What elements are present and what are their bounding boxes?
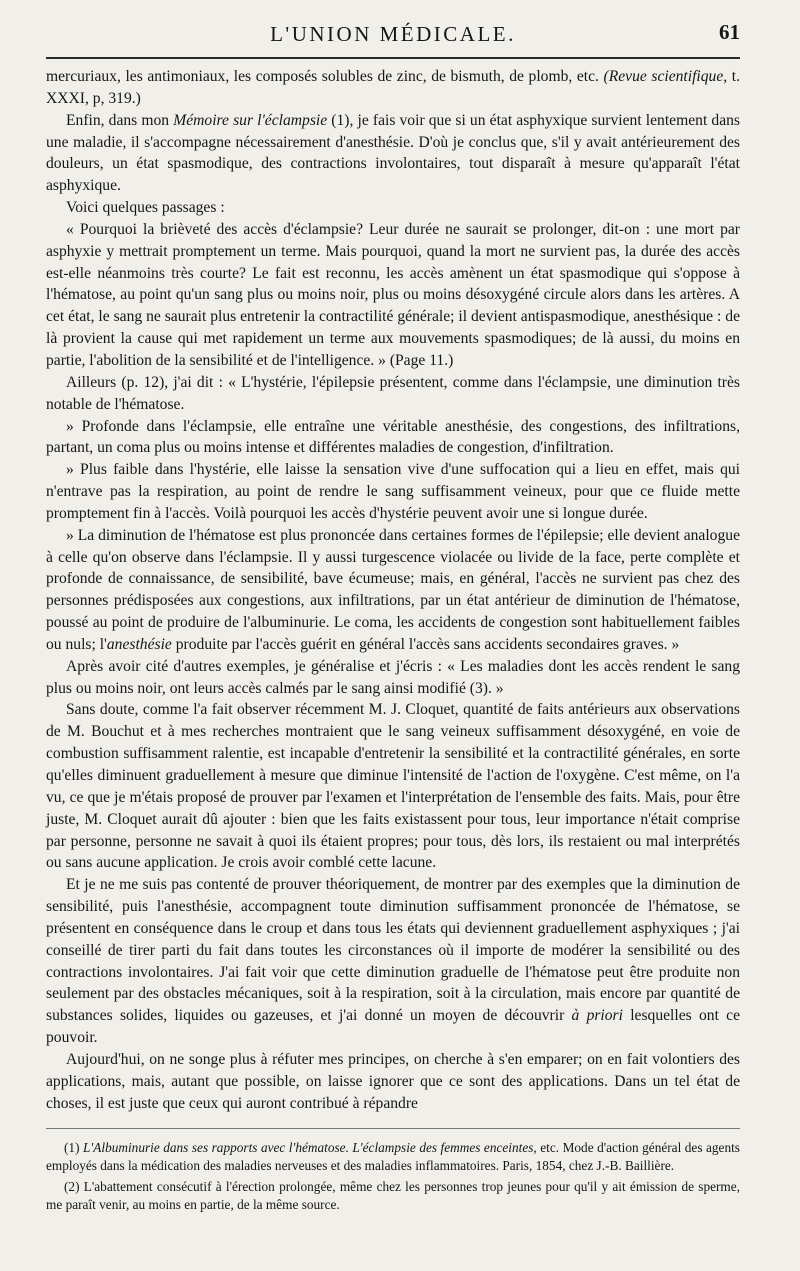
header-rule [46, 57, 740, 59]
quote-paragraph: « Pourquoi la brièveté des accès d'éclampsie? Leur durée ne saurait se prolonger, dit-on : une mort par asphyxie y mettrait promptement un terme. Mais pourquoi, quand la mort ne survient pas, la durée des accès est-elle néanmoins très courte? Le fait est reconnu, les accès amènent un état spasmodique qui s'oppose à l'hématose, au point qu'un sang plus ou moins noir, plus ou moins désoxygéné circule alors dans les artères. A cet état, le sang ne saurait plus entretenir la contractilité générale; il devient antispasmodique, anesthésique : de là provient la cause qui met rapidement un terme aux mouvements spasmodiques; de là aussi, du moins en partie, l'abolition de la sensibilité et de l'intelligence. » (Page 11.) [46, 220, 740, 369]
paragraph: Et je ne me suis pas contenté de prouver théoriquement, de montrer par des exemples que la diminution de sensibilité, puis l'anesthésie, accompagnent toute diminution suffisamment prononcée de l'hématose, se présentent en conséquence dans le croup et dans tous les états qui deviennent graduellement asphyxiques ; j'ai conseillé de tirer parti du fait dans toutes les circonstances où il importe de modérer la sensibilité ou des contractions involontaires. J'ai fait voir que cette diminution graduelle de l'hématose peut être produite non seulement par des obstacles mécaniques, soit à la respiration, soit à la circulation, mais encore par quantité de substances solides, liquides ou gazeuses, et j'ai donné un moyen de découvrir à priori lesquelles ont ce pouvoir. [46, 876, 740, 1047]
paragraph: mercuriaux, les antimoniaux, les composés solubles de zinc, de bismuth, de plomb, etc. (Revue scientifique, t. XXXI, p, 319.) [46, 68, 740, 107]
quote-paragraph: » Profonde dans l'éclampsie, elle entraîne une véritable anesthésie, des congestions, des infiltrations, partant, un coma plus ou moins intense et différentes maladies de congestion, d'infiltration. [46, 417, 740, 457]
paragraph: Après avoir cité d'autres exemples, je généralise et j'écris : « Les maladies dont les accès rendent le sang plus ou moins noir, ont leurs accès calmés par le sang ainsi modifié (3). » [46, 657, 740, 697]
running-head [46, 14, 740, 50]
journal-title: L'UNION MÉDICALE. [270, 22, 516, 46]
page-number: 61 [719, 20, 740, 44]
article-body [46, 66, 740, 1115]
paragraph: Ailleurs (p. 12), j'ai dit : « L'hystérie, l'épilepsie présentent, comme dans l'éclampsie, une diminution très notable de l'hématose. [46, 373, 740, 413]
footnote: (2) L'abattement consécutif à l'érection prolongée, même chez les personnes trop jeunes pour qu'il y ait émission de sperme, me paraît venir, au moins en partie, de la même source. [46, 1179, 740, 1212]
footnote-rule [46, 1128, 740, 1129]
paragraph: Enfin, dans mon Mémoire sur l'éclampsie (1), je fais voir que si un état asphyxique survient lentement dans une maladie, il s'accompagne nécessairement d'anesthésie. D'où je conclus que, s'il y avait antérieurement des douleurs, un état spasmodique, des contractions involontaires, tout disparaît à mesure qu'apparaît l'état asphyxique. [46, 111, 740, 195]
quote-paragraph: » Plus faible dans l'hystérie, elle laisse la sensation vive d'une suffocation qui a lieu en effet, mais qui n'entrave pas la respiration, au point de rendre le sang suffisamment veineux, pour que ce fluide mette promptement fin à l'accès. Voilà pourquoi les accès d'hystérie peuvent avoir une si longue durée. [46, 461, 740, 522]
quote-paragraph: » La diminution de l'hématose est plus prononcée dans certaines formes de l'épilepsie; elle devient analogue à celle qu'on observe dans l'éclampsie. Il y aussi turgescence violacée ou livide de la face, perte complète et profonde de connaissance, de sensibilité, bave écumeuse; mais, en général, l'accès ne survient pas chez des personnes prédisposées aux congestions, aux infiltrations, par un état antérieur de diminution de l'hématose, poussé au point de produire de l'albuminurie. Le coma, les accidents de congestion sont habituellement faibles ou nuls; l'anesthésie produite par l'accès guérit en général l'accès sans accidents secondaires graves. » [46, 526, 740, 653]
footnotes [46, 1139, 740, 1217]
paragraph: Sans doute, comme l'a fait observer récemment M. J. Cloquet, quantité de faits antérieurs aux observations de M. Bouchut et à mes recherches montraient que le sang veineux suffisamment désoxygéné, en voie de combustion suffisamment ralentie, est incapable d'entretenir la sensibilité et la contractilité générales, en sorte qu'elles diminuent graduellement à mesure que diminue l'intensité de l'action de l'oxygène. C'est même, on l'a vu, ce que je m'étais proposé de prouver par l'examen et l'interprétation de l'ensemble des faits. Mais, pour être juste, M. Cloquet aurait dû ajouter : bien que les faits existassent pour tous, leur importance n'était comprise par personne, personne ne savait à quoi ils étaient propres; pour tous, dès lors, ils restaient ou mal interprétés ou sans aucune application. Je crois avoir comblé cette lacune. [46, 701, 740, 872]
footnote: (1) L'Albuminurie dans ses rapports avec l'hématose. L'éclampsie des femmes enceintes, etc. Mode d'action général des agents employés dans la médication des maladies nerveuses et des maladies inflammatoires. Paris, 1854, chez J.-B. Baillière. [46, 1140, 740, 1173]
paragraph: Voici quelques passages : [66, 199, 225, 217]
paragraph: Aujourd'hui, on ne songe plus à réfuter mes principes, on cherche à s'en emparer; on en fait volontiers des applications, mais, autant que possible, on laisse ignorer que ce sont des applications. Dans un tel état de choses, il est juste que ceux qui auront contribué à répandre [46, 1050, 740, 1112]
